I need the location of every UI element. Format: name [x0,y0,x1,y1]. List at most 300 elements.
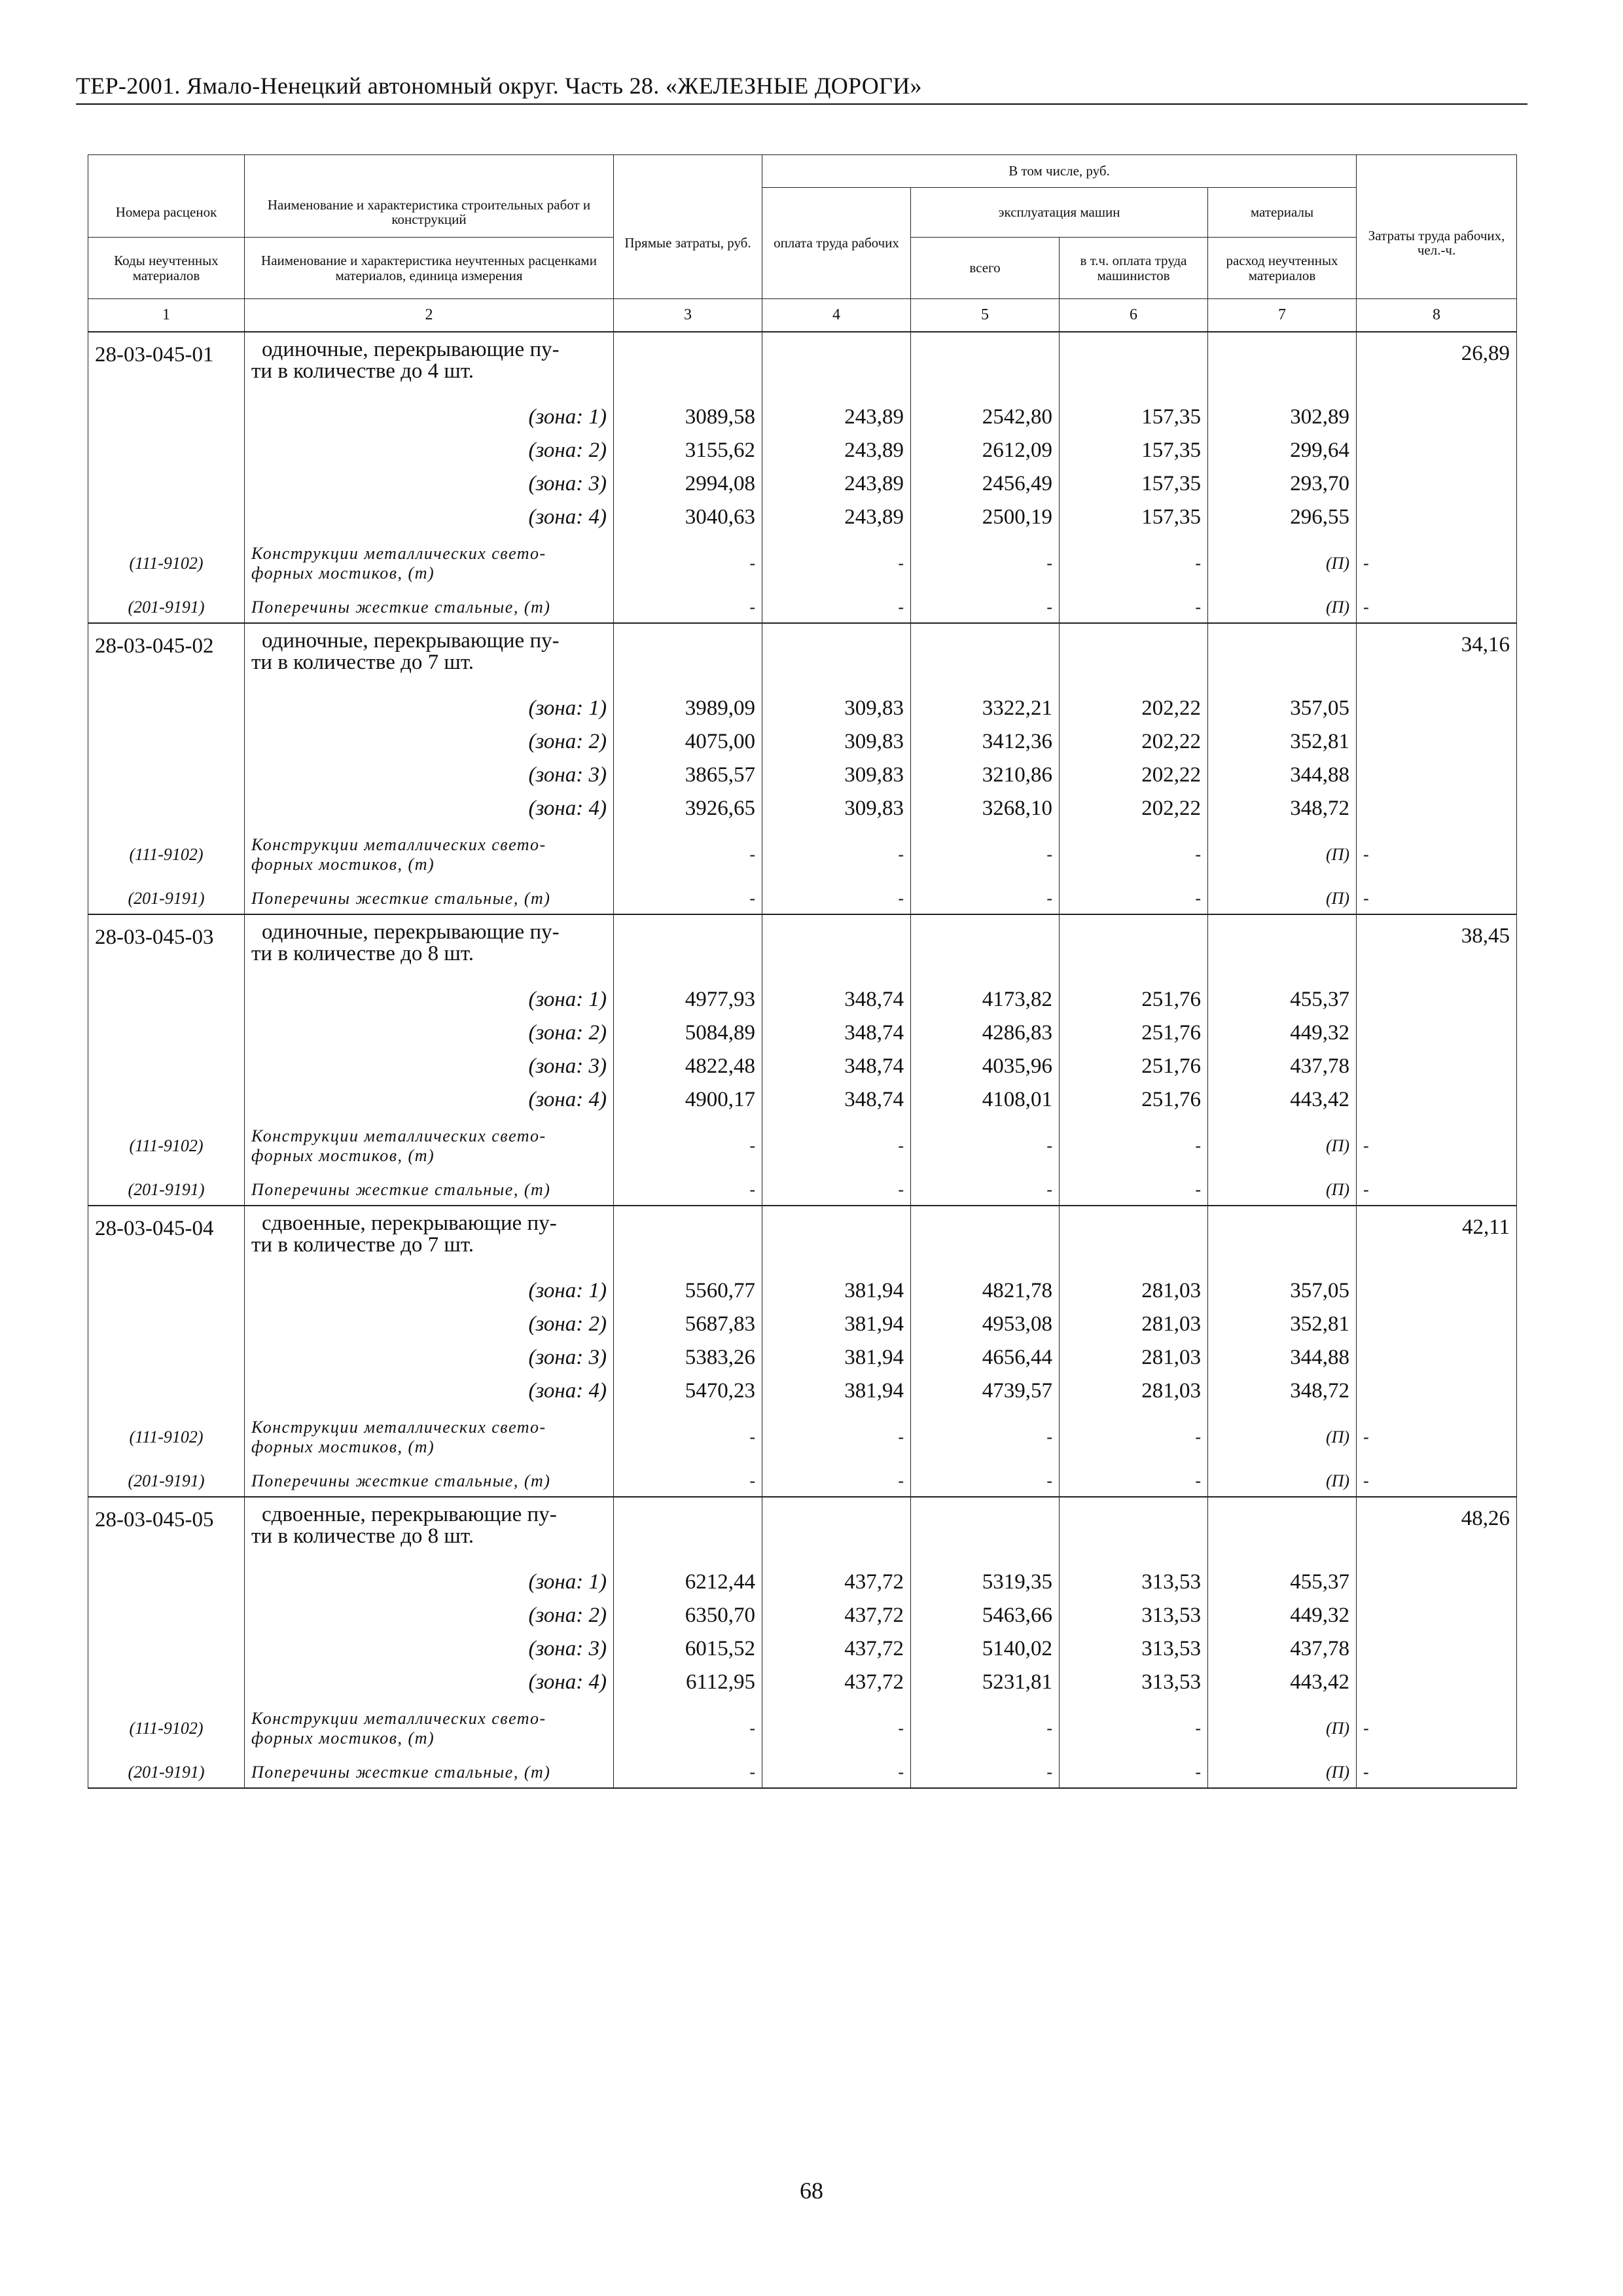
dash-cell: - [1060,1408,1208,1467]
header-col6: в т.ч. оплата труда машинистов [1060,238,1208,299]
zone-row [88,1599,1517,1632]
header-rule [76,103,1527,105]
empty-cell [1357,1083,1517,1117]
dash-cell: - [762,1117,911,1175]
dash-cell: - [1060,884,1208,914]
empty-cell [614,914,762,983]
wages-cost: 437,72 [762,1666,911,1699]
dash-cell: - [762,1467,911,1497]
empty-cell [911,1206,1060,1274]
rate-title-line: одиночные, перекрывающие пу- [262,920,560,944]
direct-cost: 5383,26 [614,1341,762,1374]
material-name [245,1408,614,1467]
material-name-line: форных мостиков, (т) [251,1728,435,1748]
materials-cost: 296,55 [1208,501,1357,534]
wages-cost: 437,72 [762,1566,911,1599]
material-code: (111-9102) [88,825,245,884]
zone-label: (зона: 4) [245,792,614,825]
dash-cell: - [762,1408,911,1467]
operator-wages: 202,22 [1060,759,1208,792]
header-blank [88,155,245,188]
direct-cost: 5687,83 [614,1308,762,1341]
empty-cell [88,725,245,759]
rate-title-row [88,1497,1517,1566]
operator-wages: 251,76 [1060,983,1208,1016]
zone-row [88,759,1517,792]
dash-cell: - [614,1467,762,1497]
wages-cost: 348,74 [762,1016,911,1050]
column-number: 4 [762,299,911,332]
zone-row [88,1566,1517,1599]
machines-cost: 2456,49 [911,467,1060,501]
empty-cell [1208,623,1357,692]
wages-cost: 381,94 [762,1374,911,1408]
column-number: 7 [1208,299,1357,332]
materials-cost: 455,37 [1208,1566,1357,1599]
dash-cell: - [1357,1175,1517,1206]
material-row [88,884,1517,914]
material-name [245,534,614,593]
header-blank [245,155,614,188]
table-header [88,155,1517,332]
material-code: (201-9191) [88,884,245,914]
unaccounted-mark: (П) [1208,825,1357,884]
wages-cost: 348,74 [762,1050,911,1083]
page-header: ТЕР-2001. Ямало-Ненецкий автономный округ. Часть 28. «ЖЕЛЕЗНЫЕ ДОРОГИ» [76,73,922,99]
empty-cell [88,1374,245,1408]
material-name-line: Поперечины жесткие стальные, (т) [251,1763,551,1782]
wages-cost: 309,83 [762,692,911,725]
wages-cost: 437,72 [762,1599,911,1632]
empty-cell [1357,467,1517,501]
dash-cell: - [1060,1467,1208,1497]
empty-cell [762,914,911,983]
rate-title [245,623,614,692]
empty-cell [1357,692,1517,725]
material-name-line: Поперечины жесткие стальные, (т) [251,598,551,617]
dash-cell: - [614,1699,762,1758]
empty-cell [762,623,911,692]
material-name-line: Конструкции металлических свето- [251,1708,546,1728]
operator-wages: 202,22 [1060,725,1208,759]
dash-cell: - [1060,1117,1208,1175]
material-row [88,1117,1517,1175]
zone-row [88,692,1517,725]
rate-code: 28-03-045-05 [88,1497,245,1566]
material-name [245,1117,614,1175]
machines-cost: 2500,19 [911,501,1060,534]
dash-cell: - [614,825,762,884]
operator-wages: 157,35 [1060,467,1208,501]
materials-cost: 455,37 [1208,983,1357,1016]
direct-cost: 3155,62 [614,434,762,467]
dash-cell: - [762,884,911,914]
empty-cell [88,1016,245,1050]
material-name [245,1699,614,1758]
unaccounted-mark: (П) [1208,593,1357,623]
zone-label: (зона: 1) [245,692,614,725]
empty-cell [1357,1666,1517,1699]
operator-wages: 313,53 [1060,1566,1208,1599]
empty-cell [88,1599,245,1632]
operator-wages: 251,76 [1060,1016,1208,1050]
rate-title [245,914,614,983]
empty-cell [1060,1497,1208,1566]
machines-cost: 2612,09 [911,434,1060,467]
material-name-line: форных мостиков, (т) [251,854,435,874]
empty-cell [911,332,1060,401]
empty-cell [1060,914,1208,983]
dash-cell: - [1357,1408,1517,1467]
dash-cell: - [1357,1758,1517,1788]
direct-cost: 4075,00 [614,725,762,759]
zone-label: (зона: 3) [245,759,614,792]
direct-cost: 3865,57 [614,759,762,792]
materials-cost: 344,88 [1208,759,1357,792]
machines-cost: 4286,83 [911,1016,1060,1050]
empty-cell [88,1050,245,1083]
rate-title-row [88,332,1517,401]
material-name-line: Конструкции металлических свето- [251,543,546,563]
empty-cell [88,759,245,792]
empty-cell [1357,1050,1517,1083]
zone-row [88,1308,1517,1341]
wages-cost: 309,83 [762,792,911,825]
material-name [245,1758,614,1788]
rate-code: 28-03-045-01 [88,332,245,401]
dash-cell: - [762,825,911,884]
rate-title [245,1206,614,1274]
wages-cost: 348,74 [762,983,911,1016]
rate-code: 28-03-045-03 [88,914,245,983]
direct-cost: 3989,09 [614,692,762,725]
zone-row [88,434,1517,467]
operator-wages: 313,53 [1060,1599,1208,1632]
wages-cost: 309,83 [762,759,911,792]
direct-cost: 4822,48 [614,1050,762,1083]
zone-label: (зона: 2) [245,1308,614,1341]
empty-cell [88,1083,245,1117]
rate-code: 28-03-045-02 [88,623,245,692]
materials-cost: 352,81 [1208,1308,1357,1341]
dash-cell: - [911,534,1060,593]
empty-cell [911,914,1060,983]
empty-cell [1357,1632,1517,1666]
empty-cell [762,1206,911,1274]
wages-cost: 381,94 [762,1341,911,1374]
header-col7: расход неучтенных материалов [1208,238,1357,299]
direct-cost: 5560,77 [614,1274,762,1308]
dash-cell: - [911,825,1060,884]
header-col2-bottom: Наименование и характеристика неучтенных расценками материалов, единица измерения [245,238,614,299]
column-number: 1 [88,299,245,332]
empty-cell [88,434,245,467]
machines-cost: 4821,78 [911,1274,1060,1308]
wages-cost: 243,89 [762,501,911,534]
material-code: (201-9191) [88,1175,245,1206]
operator-wages: 157,35 [1060,401,1208,434]
empty-cell [88,1308,245,1341]
labor-cost: 26,89 [1357,332,1517,401]
empty-cell [1060,623,1208,692]
zone-label: (зона: 1) [245,1566,614,1599]
materials-cost: 437,78 [1208,1050,1357,1083]
empty-cell [762,1497,911,1566]
material-name [245,825,614,884]
material-name-line: Поперечины жесткие стальные, (т) [251,1471,551,1491]
dash-cell: - [1060,1758,1208,1788]
machines-cost: 5319,35 [911,1566,1060,1599]
dash-cell: - [1357,1467,1517,1497]
zone-label: (зона: 3) [245,1632,614,1666]
dash-cell: - [1357,884,1517,914]
empty-cell [1357,792,1517,825]
empty-cell [911,1497,1060,1566]
dash-cell: - [911,1117,1060,1175]
zone-label: (зона: 1) [245,401,614,434]
rate-title-line: ти в количестве до 4 шт. [251,359,474,384]
direct-cost: 2994,08 [614,467,762,501]
material-name [245,1175,614,1206]
rates-table [88,154,1517,1789]
empty-cell [88,1666,245,1699]
header-col3: Прямые затраты, руб. [614,188,762,299]
zone-row [88,1083,1517,1117]
material-name-line: Конструкции металлических свето- [251,1417,546,1437]
zone-row [88,983,1517,1016]
header-col8: Затраты труда рабочих, чел.-ч. [1357,188,1517,299]
materials-cost: 293,70 [1208,467,1357,501]
header-machines: эксплуатация машин [911,188,1208,238]
machines-cost: 5140,02 [911,1632,1060,1666]
materials-cost: 352,81 [1208,725,1357,759]
header-blank [614,155,762,188]
empty-cell [88,1274,245,1308]
operator-wages: 313,53 [1060,1666,1208,1699]
direct-cost: 4977,93 [614,983,762,1016]
dash-cell: - [1060,534,1208,593]
materials-cost: 357,05 [1208,1274,1357,1308]
operator-wages: 251,76 [1060,1083,1208,1117]
dash-cell: - [1060,593,1208,623]
machines-cost: 4656,44 [911,1341,1060,1374]
material-name-line: форных мостиков, (т) [251,563,435,583]
zone-label: (зона: 4) [245,1374,614,1408]
material-code: (201-9191) [88,593,245,623]
dash-cell: - [1357,825,1517,884]
empty-cell [1208,332,1357,401]
materials-cost: 357,05 [1208,692,1357,725]
material-name [245,593,614,623]
material-name-line: Поперечины жесткие стальные, (т) [251,1180,551,1200]
operator-wages: 281,03 [1060,1374,1208,1408]
operator-wages: 157,35 [1060,501,1208,534]
dash-cell: - [614,1408,762,1467]
rate-title-line: сдвоенные, перекрывающие пу- [262,1211,557,1235]
direct-cost: 6212,44 [614,1566,762,1599]
dash-cell: - [762,1758,911,1788]
empty-cell [1357,1016,1517,1050]
unaccounted-mark: (П) [1208,1408,1357,1467]
zone-label: (зона: 2) [245,434,614,467]
wages-cost: 309,83 [762,725,911,759]
rate-title [245,332,614,401]
empty-cell [1357,759,1517,792]
unaccounted-mark: (П) [1208,1758,1357,1788]
dash-cell: - [614,593,762,623]
rate-title-line: одиночные, перекрывающие пу- [262,628,560,653]
column-number: 8 [1357,299,1517,332]
material-name-line: Конструкции металлических свето- [251,1126,546,1145]
operator-wages: 202,22 [1060,792,1208,825]
zone-label: (зона: 3) [245,1050,614,1083]
materials-cost: 443,42 [1208,1083,1357,1117]
header-including: В том числе, руб. [762,155,1357,188]
zone-row [88,501,1517,534]
dash-cell: - [614,884,762,914]
operator-wages: 281,03 [1060,1274,1208,1308]
column-number: 2 [245,299,614,332]
dash-cell: - [911,593,1060,623]
operator-wages: 251,76 [1060,1050,1208,1083]
labor-cost: 34,16 [1357,623,1517,692]
direct-cost: 5470,23 [614,1374,762,1408]
direct-cost: 3040,63 [614,501,762,534]
material-code: (201-9191) [88,1467,245,1497]
wages-cost: 243,89 [762,434,911,467]
column-number: 5 [911,299,1060,332]
header-col5: всего [911,238,1060,299]
empty-cell [1357,983,1517,1016]
operator-wages: 202,22 [1060,692,1208,725]
empty-cell [1060,1206,1208,1274]
dash-cell: - [1357,1117,1517,1175]
material-name [245,1467,614,1497]
zone-row [88,1016,1517,1050]
dash-cell: - [911,1408,1060,1467]
material-name-line: форных мостиков, (т) [251,1145,435,1165]
empty-cell [614,1497,762,1566]
empty-cell [88,501,245,534]
materials-cost: 443,42 [1208,1666,1357,1699]
dash-cell: - [614,534,762,593]
direct-cost: 3089,58 [614,401,762,434]
direct-cost: 5084,89 [614,1016,762,1050]
machines-cost: 2542,80 [911,401,1060,434]
rate-title-line: ти в количестве до 8 шт. [251,1524,474,1549]
column-number: 6 [1060,299,1208,332]
column-number: 3 [614,299,762,332]
zone-row [88,401,1517,434]
zone-label: (зона: 3) [245,1341,614,1374]
operator-wages: 157,35 [1060,434,1208,467]
material-row [88,1467,1517,1497]
zone-row [88,467,1517,501]
material-row [88,1758,1517,1788]
dash-cell: - [1357,534,1517,593]
empty-cell [1357,1374,1517,1408]
zone-row [88,1632,1517,1666]
empty-cell [1357,1274,1517,1308]
empty-cell [1208,1206,1357,1274]
empty-cell [614,332,762,401]
rates-body [88,332,1517,1788]
labor-cost: 48,26 [1357,1497,1517,1566]
machines-cost: 5463,66 [911,1599,1060,1632]
empty-cell [1357,725,1517,759]
zone-label: (зона: 1) [245,1274,614,1308]
zone-label: (зона: 2) [245,725,614,759]
zone-row [88,1666,1517,1699]
empty-cell [1208,1497,1357,1566]
labor-cost: 42,11 [1357,1206,1517,1274]
rate-code: 28-03-045-04 [88,1206,245,1274]
header-col1-bottom: Коды неучтенных материалов [88,238,245,299]
materials-cost: 299,64 [1208,434,1357,467]
rate-title-row [88,914,1517,983]
operator-wages: 281,03 [1060,1341,1208,1374]
direct-cost: 6015,52 [614,1632,762,1666]
unaccounted-mark: (П) [1208,1467,1357,1497]
empty-cell [1357,434,1517,467]
material-code: (111-9102) [88,1699,245,1758]
unaccounted-mark: (П) [1208,884,1357,914]
unaccounted-mark: (П) [1208,1117,1357,1175]
zone-label: (зона: 4) [245,501,614,534]
empty-cell [1357,1308,1517,1341]
material-name-line: Конструкции металлических свето- [251,834,546,854]
machines-cost: 4173,82 [911,983,1060,1016]
materials-cost: 344,88 [1208,1341,1357,1374]
material-name-line: форных мостиков, (т) [251,1437,435,1456]
unaccounted-mark: (П) [1208,534,1357,593]
material-row [88,1408,1517,1467]
dash-cell: - [911,1758,1060,1788]
machines-cost: 5231,81 [911,1666,1060,1699]
wages-cost: 243,89 [762,401,911,434]
dash-cell: - [1357,1699,1517,1758]
dash-cell: - [762,1699,911,1758]
machines-cost: 4108,01 [911,1083,1060,1117]
materials-cost: 437,78 [1208,1632,1357,1666]
rate-title-row [88,1206,1517,1274]
rate-title-line: ти в количестве до 7 шт. [251,651,474,675]
dash-cell: - [1060,1699,1208,1758]
wages-cost: 348,74 [762,1083,911,1117]
zone-row [88,1374,1517,1408]
material-name-line: Поперечины жесткие стальные, (т) [251,889,551,908]
material-code: (201-9191) [88,1758,245,1788]
dash-cell: - [911,1699,1060,1758]
empty-cell [1357,501,1517,534]
empty-cell [1357,1599,1517,1632]
zone-row [88,792,1517,825]
empty-cell [88,1632,245,1666]
dash-cell: - [1060,825,1208,884]
wages-cost: 243,89 [762,467,911,501]
header-col1-top: Номера расценок [88,188,245,238]
materials-cost: 348,72 [1208,792,1357,825]
materials-cost: 449,32 [1208,1599,1357,1632]
empty-cell [88,692,245,725]
rate-title-line: одиночные, перекрывающие пу- [262,337,560,361]
zone-row [88,1341,1517,1374]
wages-cost: 381,94 [762,1274,911,1308]
rate-title-line: ти в количестве до 7 шт. [251,1233,474,1257]
empty-cell [88,467,245,501]
direct-cost: 6112,95 [614,1666,762,1699]
dash-cell: - [614,1175,762,1206]
